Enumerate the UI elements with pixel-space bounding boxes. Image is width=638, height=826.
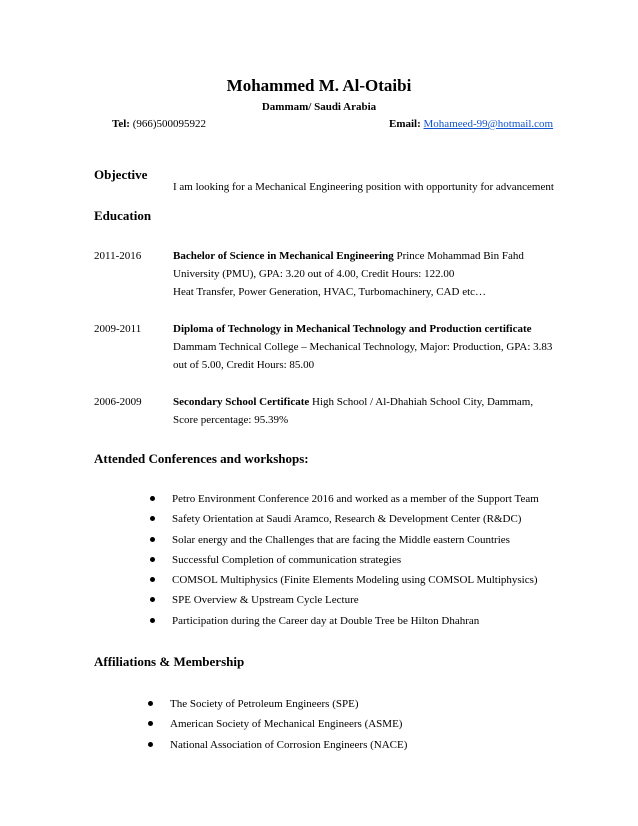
resume-location: Dammam/ Saudi Arabia — [261, 101, 377, 113]
education-years: 2009-2011 — [94, 323, 142, 335]
bullet-icon — [150, 618, 155, 623]
education-title-line — [173, 250, 524, 262]
resume-name: Mohammed M. Al-Otaibi — [226, 76, 412, 95]
bullet-icon — [148, 721, 153, 726]
degree-title: Secondary School Certificate — [173, 396, 310, 408]
degree-institution: High School / Al-Dhahiah School City, Dammam, — [309, 396, 534, 408]
phone-value: (966)500095922 — [132, 118, 207, 130]
education-detail: Dammam Technical College – Mechanical Technology, Major: Production, GPA: 3.83 — [173, 341, 553, 353]
education-detail: Score percentage: 95.39% — [173, 414, 289, 426]
bullet-icon — [150, 516, 155, 521]
bullet-icon — [150, 577, 155, 582]
email-label: Email: — [389, 118, 421, 130]
phone-line — [112, 118, 206, 130]
education-courses: Heat Transfer, Power Generation, HVAC, Turbomachinery, CAD etc… — [173, 286, 487, 298]
objective-text: I am looking for a Mechanical Engineering position with opportunity for advancement — [173, 181, 554, 193]
education-heading: Education — [94, 208, 152, 223]
affiliations-heading: Affiliations & Membership — [94, 654, 245, 669]
bullet-icon — [148, 701, 153, 706]
education-title-line — [173, 323, 532, 335]
conferences-heading: Attended Conferences and workshops: — [94, 451, 309, 466]
bullet-icon — [150, 537, 155, 542]
email-line — [389, 118, 553, 130]
bullet-icon — [150, 557, 155, 562]
objective-heading: Objective — [94, 167, 148, 182]
bullet-icon — [150, 496, 155, 501]
degree-institution: Prince Mohammad Bin Fahd — [393, 250, 524, 262]
education-years: 2006-2009 — [94, 396, 142, 408]
bullet-icon — [150, 597, 155, 602]
education-detail: University (PMU), GPA: 3.20 out of 4.00, Credit Hours: 122.00 — [173, 268, 455, 280]
degree-title: Bachelor of Science in Mechanical Engineering — [173, 250, 394, 262]
degree-title: Diploma of Technology in Mechanical Technology and Production certificate — [173, 323, 532, 335]
education-detail-cont: out of 5.00, Credit Hours: 85.00 — [173, 359, 315, 371]
education-years: 2011-2016 — [94, 250, 142, 262]
bullet-icon — [148, 742, 153, 747]
phone-label: Tel: — [112, 118, 130, 130]
education-title-line — [173, 396, 533, 408]
email-link[interactable]: Mohameed-99@hotmail.com — [423, 118, 554, 130]
